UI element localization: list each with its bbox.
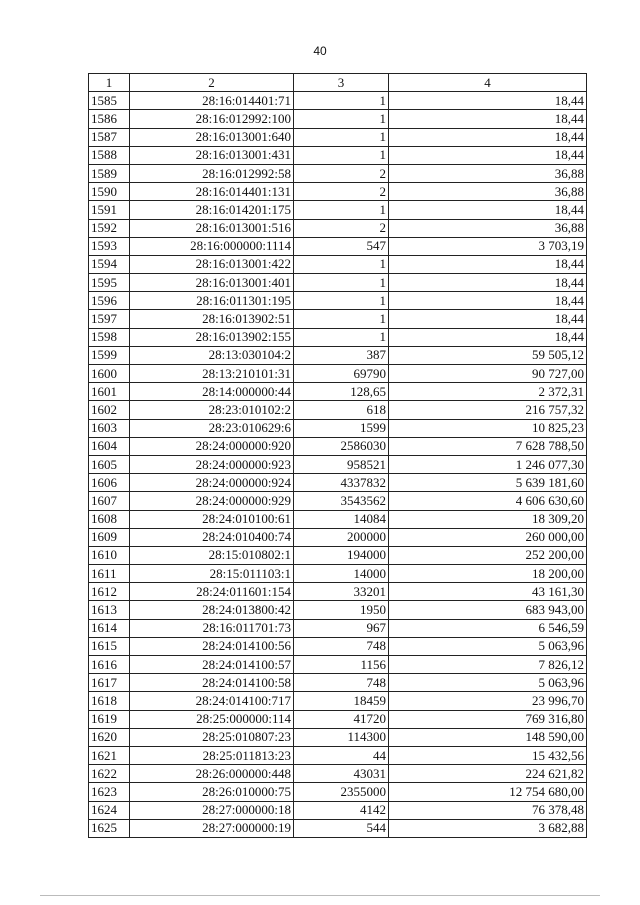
table-row	[89, 274, 587, 292]
column-header-area: 3	[294, 74, 389, 92]
cell-area: 2	[294, 183, 389, 201]
cell-cadastral-number: 28:24:010400:74	[130, 528, 294, 546]
table-row	[89, 565, 587, 583]
cell-row-number: 1599	[89, 346, 130, 364]
table-row	[89, 92, 587, 110]
cell-cadastral-number: 28:24:014100:717	[130, 692, 294, 710]
cell-cadastral-number: 28:16:000000:1114	[130, 237, 294, 255]
cell-cadastral-number: 28:16:013001:401	[130, 274, 294, 292]
cell-area: 748	[294, 674, 389, 692]
cell-area: 2	[294, 219, 389, 237]
cell-cadastral-value: 3 682,88	[389, 819, 587, 837]
cell-row-number: 1607	[89, 492, 130, 510]
table-header-row	[89, 74, 587, 92]
cell-row-number: 1586	[89, 110, 130, 128]
column-header-number: 1	[89, 74, 130, 92]
cell-cadastral-number: 28:24:013800:42	[130, 601, 294, 619]
cell-cadastral-number: 28:23:010629:6	[130, 419, 294, 437]
cell-cadastral-number: 28:23:010102:2	[130, 401, 294, 419]
cell-cadastral-number: 28:27:000000:18	[130, 801, 294, 819]
cell-cadastral-value: 18,44	[389, 255, 587, 273]
table-row	[89, 292, 587, 310]
table-row	[89, 728, 587, 746]
cell-row-number: 1621	[89, 746, 130, 764]
cell-row-number: 1624	[89, 801, 130, 819]
table-row	[89, 401, 587, 419]
cell-area: 2586030	[294, 437, 389, 455]
table-row	[89, 583, 587, 601]
cell-row-number: 1617	[89, 674, 130, 692]
cell-row-number: 1618	[89, 692, 130, 710]
cell-row-number: 1602	[89, 401, 130, 419]
cell-cadastral-value: 18 200,00	[389, 565, 587, 583]
cell-row-number: 1619	[89, 710, 130, 728]
cell-cadastral-value: 148 590,00	[389, 728, 587, 746]
cell-row-number: 1616	[89, 656, 130, 674]
table-row	[89, 656, 587, 674]
cell-row-number: 1585	[89, 92, 130, 110]
cell-cadastral-number: 28:25:011813:23	[130, 746, 294, 764]
table-row	[89, 783, 587, 801]
cell-cadastral-value: 43 161,30	[389, 583, 587, 601]
cell-cadastral-value: 18 309,20	[389, 510, 587, 528]
table-row	[89, 365, 587, 383]
cell-cadastral-value: 7 826,12	[389, 656, 587, 674]
cell-cadastral-number: 28:24:014100:57	[130, 656, 294, 674]
page-bottom-edge	[40, 895, 600, 896]
table-row	[89, 510, 587, 528]
cell-area: 41720	[294, 710, 389, 728]
table-row	[89, 492, 587, 510]
cell-row-number: 1591	[89, 201, 130, 219]
cell-row-number: 1596	[89, 292, 130, 310]
cell-area: 958521	[294, 455, 389, 473]
cell-cadastral-value: 18,44	[389, 110, 587, 128]
cell-area: 114300	[294, 728, 389, 746]
cell-cadastral-number: 28:24:000000:929	[130, 492, 294, 510]
cell-cadastral-number: 28:13:030104:2	[130, 346, 294, 364]
table-row	[89, 801, 587, 819]
cell-area: 4337832	[294, 474, 389, 492]
cell-cadastral-number: 28:16:013001:640	[130, 128, 294, 146]
cell-cadastral-value: 1 246 077,30	[389, 455, 587, 473]
cell-row-number: 1587	[89, 128, 130, 146]
table-row	[89, 128, 587, 146]
cell-cadastral-value: 18,44	[389, 201, 587, 219]
cell-area: 1	[294, 310, 389, 328]
column-header-cadastral-number: 2	[130, 74, 294, 92]
cell-row-number: 1620	[89, 728, 130, 746]
cell-cadastral-number: 28:16:013001:516	[130, 219, 294, 237]
cell-cadastral-value: 18,44	[389, 328, 587, 346]
cell-cadastral-value: 252 200,00	[389, 546, 587, 564]
table-body	[89, 92, 587, 838]
cell-row-number: 1625	[89, 819, 130, 837]
cell-cadastral-value: 36,88	[389, 183, 587, 201]
cell-cadastral-number: 28:16:014201:175	[130, 201, 294, 219]
cell-cadastral-value: 15 432,56	[389, 746, 587, 764]
column-header-value: 4	[389, 74, 587, 92]
cell-cadastral-value: 18,44	[389, 146, 587, 164]
cell-area: 14000	[294, 565, 389, 583]
cell-cadastral-value: 36,88	[389, 164, 587, 182]
cell-cadastral-value: 769 316,80	[389, 710, 587, 728]
cell-cadastral-number: 28:16:011301:195	[130, 292, 294, 310]
cell-cadastral-value: 10 825,23	[389, 419, 587, 437]
cell-cadastral-number: 28:26:010000:75	[130, 783, 294, 801]
table-row	[89, 819, 587, 837]
table-row	[89, 419, 587, 437]
cell-area: 1	[294, 255, 389, 273]
table-row	[89, 619, 587, 637]
cell-area: 1	[294, 110, 389, 128]
cell-area: 1	[294, 128, 389, 146]
cell-cadastral-number: 28:16:014401:131	[130, 183, 294, 201]
cell-area: 1156	[294, 656, 389, 674]
cell-cadastral-value: 260 000,00	[389, 528, 587, 546]
cell-cadastral-value: 76 378,48	[389, 801, 587, 819]
cell-cadastral-value: 12 754 680,00	[389, 783, 587, 801]
cell-cadastral-number: 28:25:000000:114	[130, 710, 294, 728]
cell-row-number: 1608	[89, 510, 130, 528]
cell-cadastral-value: 5 063,96	[389, 637, 587, 655]
cell-area: 194000	[294, 546, 389, 564]
cell-cadastral-value: 4 606 630,60	[389, 492, 587, 510]
cell-cadastral-value: 18,44	[389, 92, 587, 110]
table-row	[89, 710, 587, 728]
table-row	[89, 183, 587, 201]
cell-area: 748	[294, 637, 389, 655]
cell-cadastral-number: 28:14:000000:44	[130, 383, 294, 401]
cell-row-number: 1593	[89, 237, 130, 255]
cell-cadastral-value: 18,44	[389, 128, 587, 146]
cell-row-number: 1613	[89, 601, 130, 619]
cell-cadastral-number: 28:24:000000:924	[130, 474, 294, 492]
table-row	[89, 601, 587, 619]
table-row	[89, 455, 587, 473]
cell-row-number: 1589	[89, 164, 130, 182]
cell-row-number: 1609	[89, 528, 130, 546]
cell-row-number: 1605	[89, 455, 130, 473]
cell-cadastral-number: 28:13:210101:31	[130, 365, 294, 383]
cell-area: 1	[294, 328, 389, 346]
cadastral-value-table	[88, 73, 587, 838]
cell-row-number: 1594	[89, 255, 130, 273]
cell-cadastral-number: 28:16:014401:71	[130, 92, 294, 110]
cell-row-number: 1611	[89, 565, 130, 583]
table-row	[89, 346, 587, 364]
cell-row-number: 1590	[89, 183, 130, 201]
table-row	[89, 765, 587, 783]
cell-row-number: 1601	[89, 383, 130, 401]
table-row	[89, 474, 587, 492]
table-row	[89, 310, 587, 328]
cell-area: 1	[294, 274, 389, 292]
table-row	[89, 219, 587, 237]
cell-cadastral-value: 90 727,00	[389, 365, 587, 383]
cell-area: 1599	[294, 419, 389, 437]
cell-cadastral-number: 28:24:014100:56	[130, 637, 294, 655]
table-row	[89, 637, 587, 655]
cell-area: 18459	[294, 692, 389, 710]
cell-cadastral-value: 6 546,59	[389, 619, 587, 637]
cell-area: 69790	[294, 365, 389, 383]
cell-row-number: 1615	[89, 637, 130, 655]
cell-cadastral-value: 23 996,70	[389, 692, 587, 710]
cell-cadastral-number: 28:26:000000:448	[130, 765, 294, 783]
cell-cadastral-number: 28:16:011701:73	[130, 619, 294, 637]
cell-cadastral-value: 224 621,82	[389, 765, 587, 783]
cell-cadastral-number: 28:24:011601:154	[130, 583, 294, 601]
cell-area: 43031	[294, 765, 389, 783]
cell-cadastral-number: 28:24:010100:61	[130, 510, 294, 528]
cell-area: 544	[294, 819, 389, 837]
cell-row-number: 1597	[89, 310, 130, 328]
cell-cadastral-value: 36,88	[389, 219, 587, 237]
table-row	[89, 201, 587, 219]
cell-cadastral-number: 28:15:011103:1	[130, 565, 294, 583]
cell-row-number: 1600	[89, 365, 130, 383]
cell-cadastral-number: 28:27:000000:19	[130, 819, 294, 837]
cell-area: 44	[294, 746, 389, 764]
cell-cadastral-number: 28:16:012992:58	[130, 164, 294, 182]
cell-area: 2355000	[294, 783, 389, 801]
cell-cadastral-value: 18,44	[389, 274, 587, 292]
cell-area: 3543562	[294, 492, 389, 510]
cell-area: 2	[294, 164, 389, 182]
cell-area: 4142	[294, 801, 389, 819]
table-row	[89, 674, 587, 692]
cell-area: 1	[294, 146, 389, 164]
cell-row-number: 1606	[89, 474, 130, 492]
cell-row-number: 1610	[89, 546, 130, 564]
cell-cadastral-number: 28:16:013001:422	[130, 255, 294, 273]
cell-cadastral-value: 5 639 181,60	[389, 474, 587, 492]
table-row	[89, 255, 587, 273]
table-row	[89, 692, 587, 710]
cell-cadastral-value: 18,44	[389, 310, 587, 328]
cell-row-number: 1623	[89, 783, 130, 801]
cell-cadastral-number: 28:16:013902:51	[130, 310, 294, 328]
cell-cadastral-value: 7 628 788,50	[389, 437, 587, 455]
cell-row-number: 1622	[89, 765, 130, 783]
cell-row-number: 1588	[89, 146, 130, 164]
cell-area: 387	[294, 346, 389, 364]
table-row	[89, 546, 587, 564]
cell-row-number: 1604	[89, 437, 130, 455]
cell-cadastral-value: 5 063,96	[389, 674, 587, 692]
cell-area: 14084	[294, 510, 389, 528]
cell-area: 1	[294, 92, 389, 110]
cell-cadastral-number: 28:16:013001:431	[130, 146, 294, 164]
table-row	[89, 528, 587, 546]
cell-cadastral-value: 3 703,19	[389, 237, 587, 255]
cell-cadastral-value: 683 943,00	[389, 601, 587, 619]
cell-cadastral-value: 216 757,32	[389, 401, 587, 419]
cell-area: 1950	[294, 601, 389, 619]
cell-cadastral-value: 59 505,12	[389, 346, 587, 364]
cell-cadastral-number: 28:16:013902:155	[130, 328, 294, 346]
table-row	[89, 146, 587, 164]
cell-cadastral-number: 28:15:010802:1	[130, 546, 294, 564]
cell-cadastral-number: 28:16:012992:100	[130, 110, 294, 128]
cell-row-number: 1612	[89, 583, 130, 601]
cell-area: 967	[294, 619, 389, 637]
table-row	[89, 437, 587, 455]
table-row	[89, 110, 587, 128]
cell-row-number: 1603	[89, 419, 130, 437]
cell-area: 1	[294, 201, 389, 219]
table-row	[89, 237, 587, 255]
cell-area: 128,65	[294, 383, 389, 401]
cell-cadastral-number: 28:25:010807:23	[130, 728, 294, 746]
cell-area: 547	[294, 237, 389, 255]
page-number: 40	[313, 44, 327, 58]
cell-row-number: 1592	[89, 219, 130, 237]
table-row	[89, 164, 587, 182]
cell-row-number: 1598	[89, 328, 130, 346]
cell-cadastral-number: 28:24:000000:923	[130, 455, 294, 473]
cell-cadastral-value: 18,44	[389, 292, 587, 310]
cell-cadastral-value: 2 372,31	[389, 383, 587, 401]
cell-area: 33201	[294, 583, 389, 601]
cell-row-number: 1595	[89, 274, 130, 292]
cell-area: 200000	[294, 528, 389, 546]
cell-cadastral-number: 28:24:014100:58	[130, 674, 294, 692]
cell-area: 1	[294, 292, 389, 310]
table-row	[89, 746, 587, 764]
cell-cadastral-number: 28:24:000000:920	[130, 437, 294, 455]
cell-row-number: 1614	[89, 619, 130, 637]
table-row	[89, 328, 587, 346]
cell-area: 618	[294, 401, 389, 419]
table-row	[89, 383, 587, 401]
